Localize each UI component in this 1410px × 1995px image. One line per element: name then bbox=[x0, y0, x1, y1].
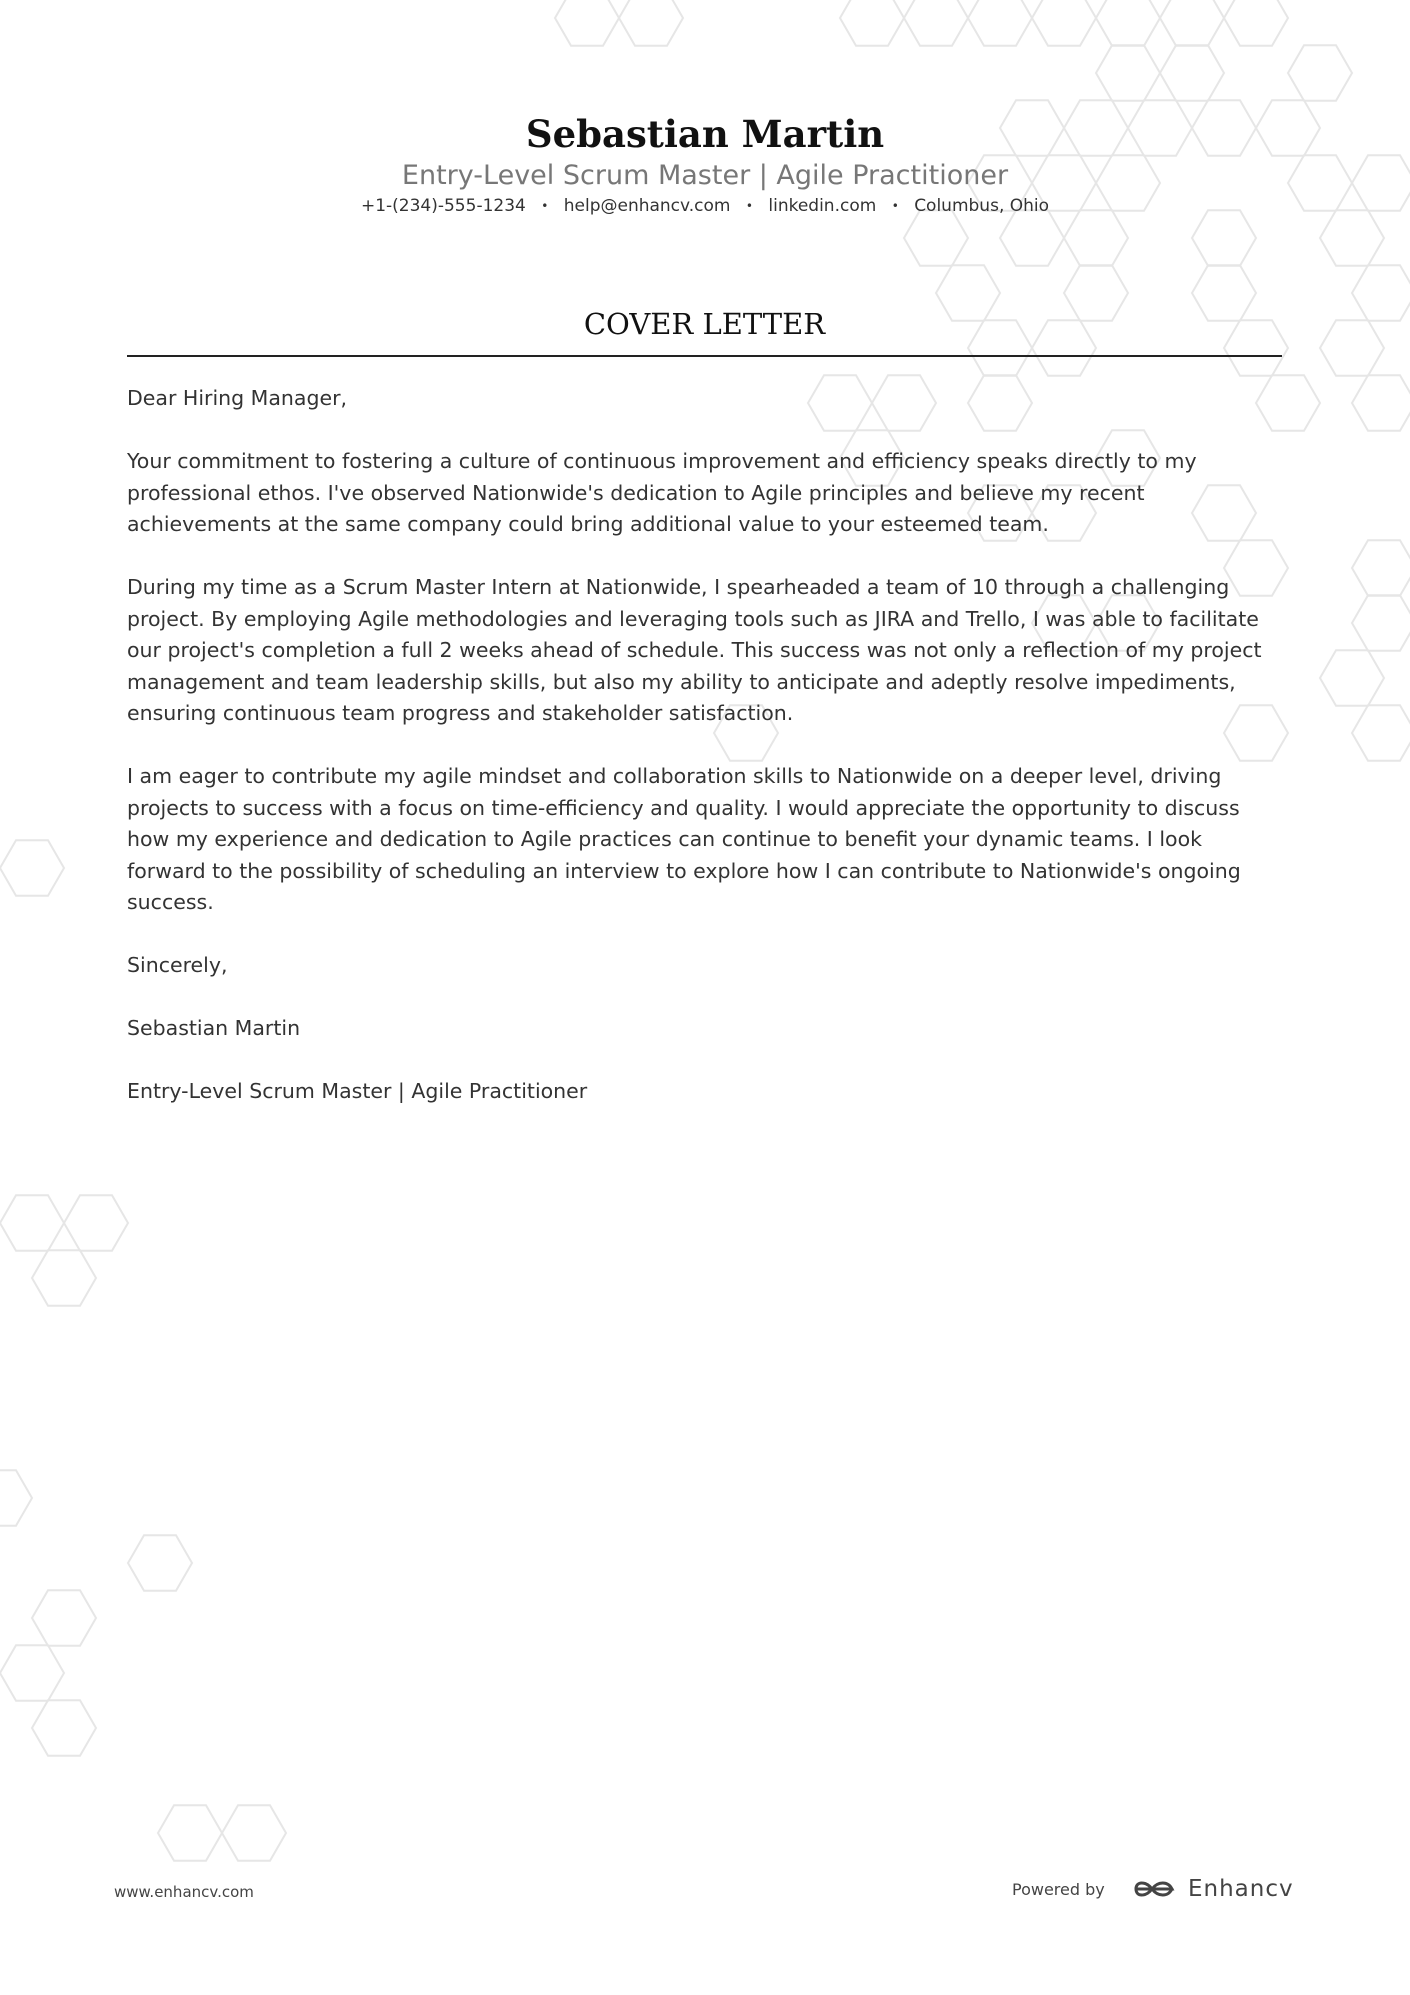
hexagon-shape bbox=[1352, 540, 1410, 595]
hexagon-shape bbox=[32, 1700, 96, 1755]
hexagon-shape bbox=[0, 1470, 32, 1525]
hexagon-shape bbox=[0, 1645, 64, 1700]
hexagon-shape bbox=[128, 1535, 192, 1590]
hexagon-shape bbox=[32, 1590, 96, 1645]
letter-paragraph: Your commitment to fostering a culture of continuous improvement and efficiency speaks directly to my professional ethos. I've observed Nationwide's dedication to Agile principles and believe my recent achievements at the same company could bring additional value to your esteemed team. bbox=[127, 449, 1197, 536]
salutation: Dear Hiring Manager, bbox=[127, 386, 348, 410]
hexagon-shape bbox=[1096, 0, 1160, 46]
enhancv-logo-icon bbox=[1130, 1874, 1178, 1904]
hexagon-shape bbox=[1000, 210, 1064, 265]
contact-line bbox=[0, 194, 1410, 218]
bullet-separator: • bbox=[541, 199, 549, 213]
hexagon-shape bbox=[1320, 210, 1384, 265]
hexagon-shape bbox=[1160, 45, 1224, 100]
signature-name: Sebastian Martin bbox=[127, 1016, 301, 1040]
hexagon-shape bbox=[158, 1805, 222, 1860]
hexagon-shape bbox=[555, 0, 619, 46]
contact-email: help@enhancv.com bbox=[563, 196, 731, 216]
hexagon-shape bbox=[1320, 320, 1384, 375]
hexagon-shape bbox=[968, 0, 1032, 46]
bullet-separator: • bbox=[745, 199, 753, 213]
bullet-separator: • bbox=[891, 199, 899, 213]
hexagon-shape bbox=[64, 1195, 128, 1250]
contact-phone: +1-(234)-555-1234 bbox=[360, 196, 526, 216]
hexagon-shape bbox=[1032, 0, 1096, 46]
hexagon-shape bbox=[1096, 45, 1160, 100]
signature-title: Entry-Level Scrum Master | Agile Practitioner bbox=[127, 1079, 588, 1103]
hexagon-shape bbox=[1320, 650, 1384, 705]
candidate-title: Entry-Level Scrum Master | Agile Practitioner bbox=[401, 160, 1009, 191]
hexagon-shape bbox=[904, 210, 968, 265]
footer-url[interactable]: www.enhancv.com bbox=[114, 1883, 254, 1901]
hexagon-shape bbox=[1352, 595, 1410, 650]
brand-logo-group[interactable] bbox=[1130, 1874, 1294, 1904]
hexagon-shape bbox=[1192, 210, 1256, 265]
hexagon-shape bbox=[1064, 210, 1128, 265]
hexagon-shape bbox=[619, 0, 683, 46]
hexagon-shape bbox=[904, 0, 968, 46]
brand-name: Enhancv bbox=[1188, 1876, 1294, 1902]
candidate-name: Sebastian Martin bbox=[525, 112, 885, 156]
section-divider bbox=[127, 355, 1282, 357]
hexagon-shape bbox=[222, 1805, 286, 1860]
hexagon-shape bbox=[1352, 265, 1410, 320]
resume-header bbox=[0, 110, 1410, 218]
hexagon-shape bbox=[1288, 45, 1352, 100]
hexagon-shape bbox=[0, 840, 64, 895]
letter-paragraph: I am eager to contribute my agile mindset and collaboration skills to Nationwide on a deeper level, driving projects to success with a focus on time-efficiency and quality. I would appreciate the opportunity to discuss how my experience and dedication to Agile practices can continue to benefit your dynamic teams. I look forward to the possibility of scheduling an interview to explore how I can contribute to Nationwide's ongoing success. bbox=[127, 764, 1241, 914]
letter-body bbox=[127, 383, 1282, 1139]
hexagon-shape bbox=[32, 1250, 96, 1305]
hexagon-shape bbox=[1224, 0, 1288, 46]
hexagon-shape bbox=[840, 0, 904, 46]
contact-location: Columbus, Ohio bbox=[914, 196, 1050, 216]
hexagon-shape bbox=[1160, 0, 1224, 46]
letter-paragraph: During my time as a Scrum Master Intern at Nationwide, I spearheaded a team of 10 through a challenging project. By employing Agile methodologies and leveraging tools such as JIRA and Trello, I was able to facilitate our project's completion a full 2 weeks ahead of schedule. This success was not only a reflection of my project management and team leadership skills, but also my ability to anticipate and adeptly resolve impediments, ensuring continuous team progress and stakeholder satisfaction. bbox=[127, 575, 1262, 725]
hexagon-shape bbox=[1352, 705, 1410, 760]
hexagon-shape bbox=[1352, 375, 1410, 430]
closing: Sincerely, bbox=[127, 953, 228, 977]
section-title: COVER LETTER bbox=[583, 307, 826, 341]
hexagon-shape bbox=[0, 1195, 64, 1250]
powered-by-label: Powered by bbox=[1012, 1880, 1105, 1899]
contact-linkedin: linkedin.com bbox=[768, 196, 877, 216]
